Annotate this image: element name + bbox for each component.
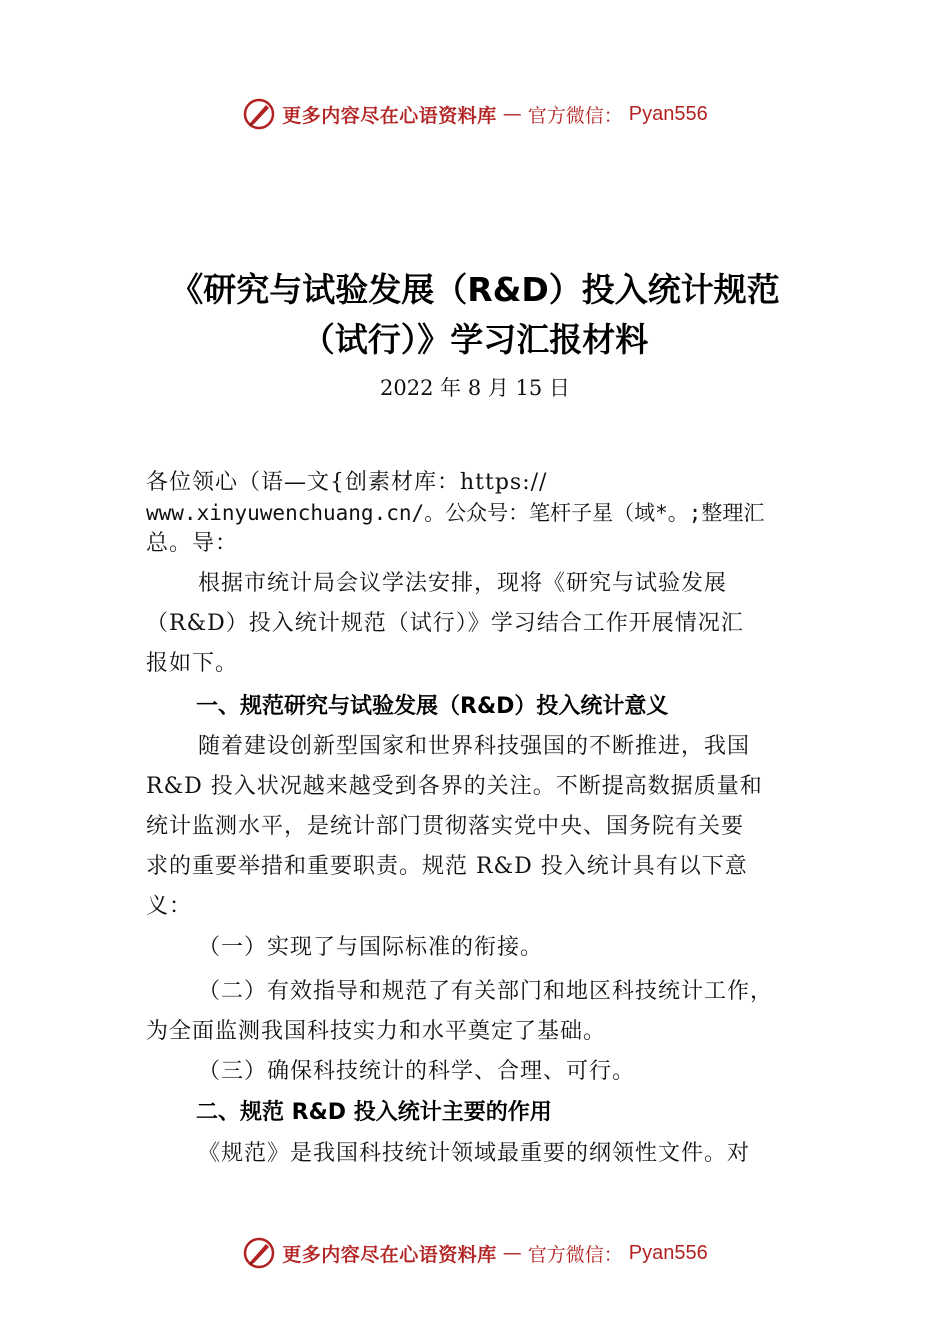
intro-paragraph-line: 根据市统计局会议学法安排，现将《研究与试验发展 (198, 571, 728, 596)
intro-paragraph-line: 报如下。 (146, 651, 239, 676)
paragraph-line: R&D 投入状况越来越受到各界的关注。不断提高数据质量和 (146, 774, 763, 799)
banner-wechat-id: Pyan556 (628, 1241, 708, 1264)
document-title-line1: 《研究与试验发展（R&D）投入统计规范 (170, 270, 780, 309)
greeting-line: www.xinyuwenchuang.cn/。公众号：笔杆子星（域*。;整理汇 (146, 501, 765, 525)
intro-paragraph-line: （R&D）投入统计规范（试行）》学习结合工作开展情况汇 (146, 611, 744, 636)
banner-dash: — (502, 103, 522, 125)
section-heading-1: 一、规范研究与试验发展（R&D）投入统计意义 (196, 694, 669, 719)
document-date: 2022 年 8 月 15 日 (380, 376, 570, 400)
document-title-line2: （试行）》学习汇报材料 (301, 320, 649, 359)
section-heading-2: 二、规范 R&D 投入统计主要的作用 (196, 1100, 552, 1125)
quill-seal-icon (242, 97, 276, 131)
banner-library-text: 更多内容尽在心语资料库 (282, 104, 497, 127)
header-watermark-banner (0, 94, 950, 134)
footer-watermark-banner (0, 1233, 950, 1273)
paragraph-line: 《规范》是我国科技统计领域最重要的纲领性文件。对 (198, 1141, 751, 1166)
greeting-line: 总。导： (146, 531, 239, 556)
list-item: 为全面监测我国科技实力和水平奠定了基础。 (146, 1019, 607, 1044)
paragraph-line: 随着建设创新型国家和世界科技强国的不断推进，我国 (198, 734, 751, 759)
paragraph-line: 求的重要举措和重要职责。规范 R&D 投入统计具有以下意 (146, 854, 748, 879)
banner-wechat-label: 官方微信： (527, 104, 623, 127)
list-item: （一）实现了与国际标准的衔接。 (198, 935, 544, 960)
list-item: （三）确保科技统计的科学、合理、可行。 (198, 1059, 636, 1084)
banner-wechat-label: 官方微信： (527, 1243, 623, 1266)
paragraph-line: 统计监测水平，是统计部门贯彻落实党中央、国务院有关要 (146, 814, 745, 839)
banner-dash: — (502, 1242, 522, 1264)
quill-seal-icon (242, 1236, 276, 1270)
banner-library-text: 更多内容尽在心语资料库 (282, 1243, 497, 1266)
paragraph-line: 义： (146, 894, 193, 919)
greeting-line: 各位领心（语—文{创素材库：https:// (146, 470, 548, 495)
banner-wechat-id: Pyan556 (628, 102, 708, 125)
list-item: （二）有效指导和规范了有关部门和地区科技统计工作， (198, 979, 774, 1004)
